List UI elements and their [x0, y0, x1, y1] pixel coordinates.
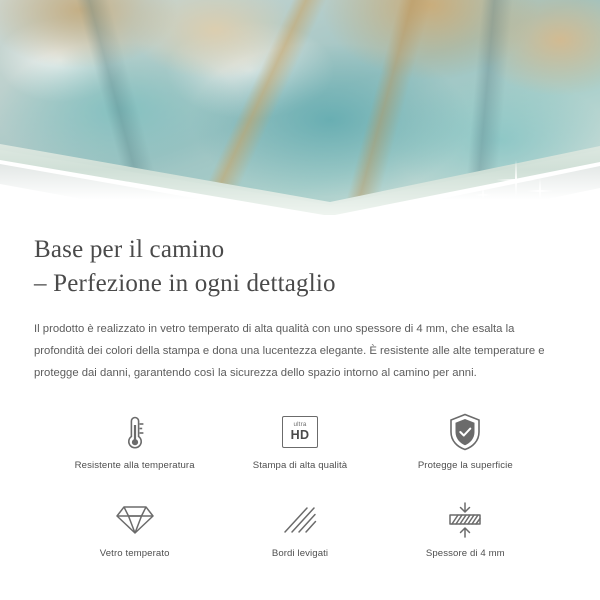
feature-label: Protegge la superficie	[417, 460, 513, 472]
feature-item-temperature	[52, 410, 217, 492]
feature-label: Vetro temperato	[99, 548, 170, 560]
description-content	[0, 215, 600, 580]
description-paragraph: Il prodotto è realizzato in vetro temperato di alta qualità con uno spessore di 4 mm, che esalta la profondità dei colori della stampa e dona una lucentezza elegante. È resistente alle alte temperature e protegge dai danni, garantendo così la sicurezza dello spazio intorno al camino per anni.	[34, 323, 545, 380]
ultra-hd-big-text: HD	[290, 428, 310, 443]
thickness-arrows-icon	[445, 498, 485, 542]
feature-item-surface-protection	[383, 410, 548, 492]
headline-line-2: – Perfezione in ogni dettaglio	[34, 269, 336, 297]
feature-item-tempered-glass	[52, 498, 217, 580]
polished-edges-icon	[281, 498, 319, 542]
feature-label: Bordi levigati	[271, 548, 329, 560]
thermometer-icon	[120, 410, 150, 454]
feature-item-thickness	[383, 498, 548, 580]
page-title	[34, 233, 566, 300]
feature-item-print-quality	[217, 410, 382, 492]
ultra-hd-small-text: ultra	[293, 421, 307, 429]
hero-image	[0, 0, 600, 215]
feature-grid	[34, 410, 566, 580]
shield-check-icon	[447, 410, 483, 454]
ultra-hd-icon	[282, 410, 318, 454]
feature-label: Resistente alla temperatura	[74, 460, 195, 472]
headline-line-1: Base per il camino	[34, 236, 225, 263]
diamond-icon	[115, 498, 155, 542]
feature-label: Spessore di 4 mm	[425, 548, 505, 560]
feature-item-polished-edges	[217, 498, 382, 580]
feature-label: Stampa di alta qualità	[252, 460, 348, 472]
